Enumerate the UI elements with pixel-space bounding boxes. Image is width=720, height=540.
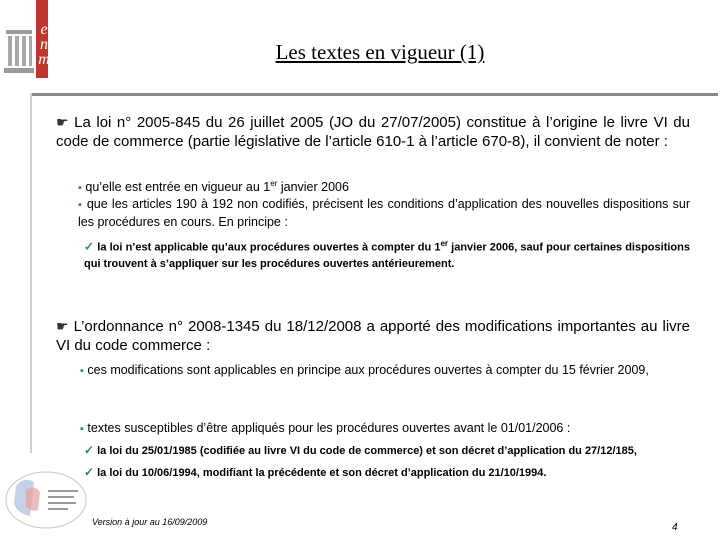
section1-text: La loi n° 2005-845 du 26 juillet 2005 (JO du 27/07/2005) constitue à l’origine le livre VI du code de commerce (partie législative de l’article 610-1 à l’article 670-8), il convient de noter : [56, 114, 690, 150]
section1-detail-text-end: janvier 2006, sauf pour certaines dispositions qui trouvent à s’appliquer sur les procédures ouvertes antérieurement. [84, 241, 690, 270]
pointing-hand-icon: ☛ [56, 318, 69, 334]
section2-sub1 [80, 362, 692, 380]
section2-text: L’ordonnance n° 2008-1345 du 18/12/2008 a apporté des modifications importantes au livre VI du code commerce : [56, 318, 690, 354]
logo-letter-n: n [40, 36, 48, 53]
section2-sub2 [80, 420, 692, 438]
section1-detail-text: la loi n’est applicable qu’aux procédures ouvertes à compter du 1 [97, 241, 441, 254]
pointing-hand-icon: ☛ [56, 114, 69, 130]
checkmark-icon: ✓ [84, 443, 95, 457]
logo-letters [37, 22, 51, 67]
section2-paragraph [56, 317, 690, 355]
checkmark-icon: ✓ [84, 239, 95, 254]
square-bullet-icon: ▪ [80, 423, 84, 435]
section1-paragraph [56, 113, 690, 151]
section1-sub2-text: que les articles 190 à 192 non codifiés, précisent les conditions d’application des nouvelles dispositions sur les procédures en cours. En principe : [78, 197, 690, 229]
left-rule [30, 93, 32, 453]
section2-detail1-text: la loi du 25/01/1985 (codifiée au livre VI du code de commerce) et son décret d’application du 27/12/185, [97, 445, 637, 457]
square-bullet-icon: ▪ [78, 199, 83, 211]
square-bullet-icon: ▪ [78, 182, 82, 195]
checkmark-icon: ✓ [84, 465, 95, 479]
superscript: er [270, 179, 278, 188]
section2-detail1 [84, 442, 694, 459]
section1-detail [84, 236, 690, 272]
logo-letter-e: e [40, 21, 48, 38]
republique-seal-icon [4, 470, 88, 530]
section2-detail2-text: la loi du 10/06/1994, modifiant la précédente et son décret d’application du 21/10/1994. [97, 467, 547, 479]
section2-detail2 [84, 464, 694, 481]
superscript: er [440, 239, 448, 248]
header-rule [30, 93, 718, 96]
section1-sub2 [78, 196, 690, 231]
page-number: 4 [672, 522, 678, 533]
page-title: Les textes en vigueur (1) [275, 40, 485, 64]
section2-sub2-text: textes susceptibles d’être appliqués pour les procédures ouvertes avant le 01/01/2006 : [87, 421, 571, 435]
section1-sub1-text: qu’elle est entrée en vigueur au 1 [85, 180, 271, 195]
section1-sub1 [78, 175, 690, 197]
square-bullet-icon: ▪ [80, 365, 84, 377]
logo-letter-m: m [38, 51, 50, 68]
section2-sub1-text: ces modifications sont applicables en principe aux procédures ouvertes à compter du 15 février 2009, [87, 363, 649, 377]
section1-sub1-text-end: janvier 2006 [277, 180, 349, 195]
footer-version: Version à jour au 16/09/2009 [92, 517, 208, 527]
